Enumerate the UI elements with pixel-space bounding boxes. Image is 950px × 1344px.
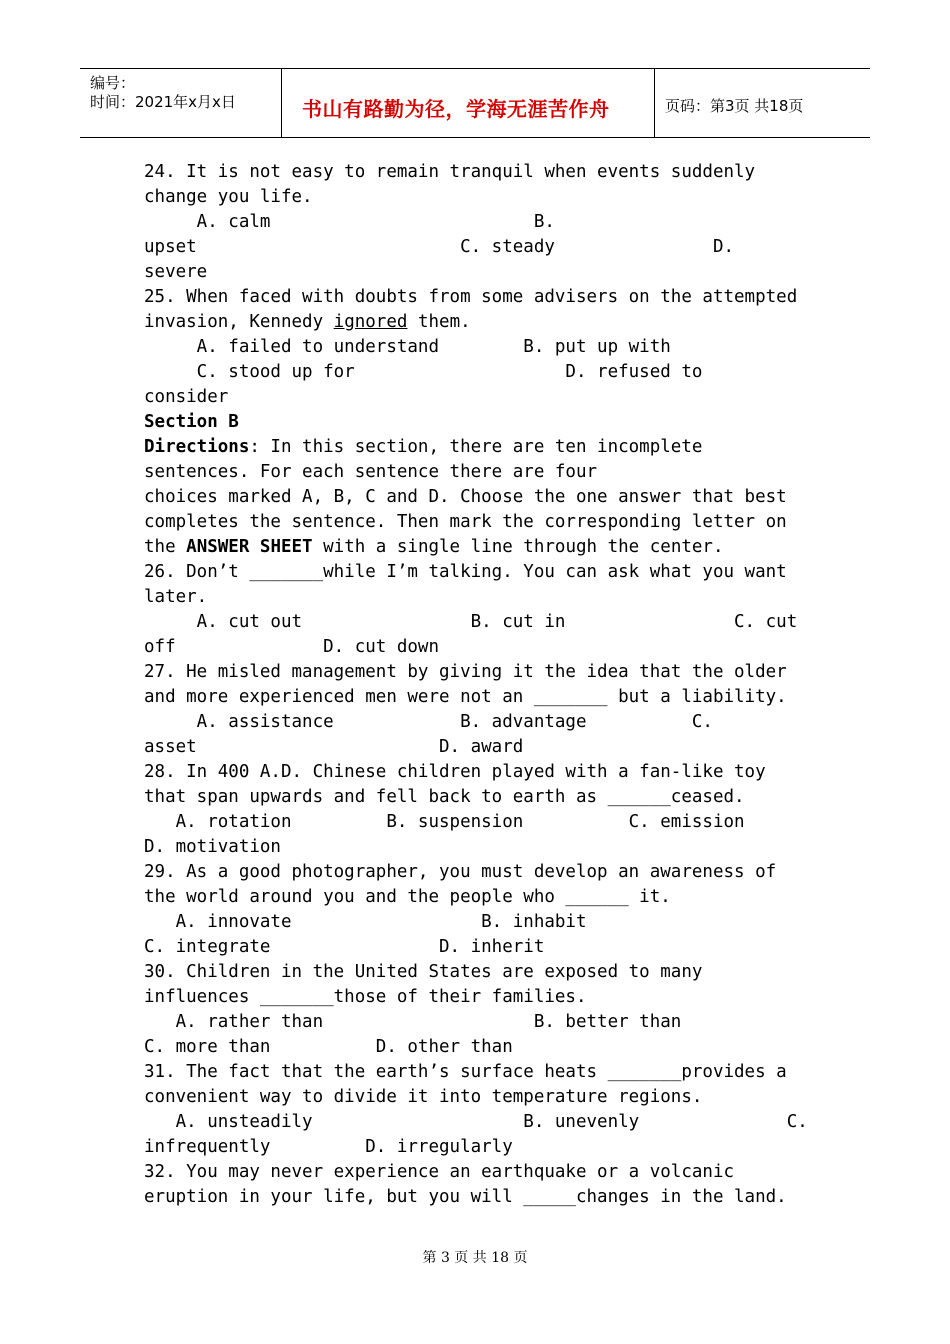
text-line: severe [144,262,208,282]
text-line: A. calm B. [144,212,555,232]
document-body [144,160,808,1210]
text-segment: invasion, Kennedy [144,312,334,332]
text-line: A. innovate B. inhabit [144,912,587,932]
text-line: 31. The fact that the earth’s surface heats _______provides a [144,1062,787,1082]
directions-label: Directions [144,437,250,457]
text-line: 30. Children in the United States are exposed to many [144,962,703,982]
text-line: 27. He misled management by giving it the idea that the older [144,662,787,682]
text-line: choices marked A, B, C and D. Choose the one answer that best [144,487,787,507]
text-line: A. assistance B. advantage C. [144,712,713,732]
text-segment: with a single line through the center. [312,537,724,557]
text-line: asset D. award [144,737,524,757]
page-footer: 第 3 页 共 18 页 [422,1250,528,1266]
page-header [80,68,870,138]
text-line: A. cut out B. cut in C. cut [144,612,798,632]
text-line [144,310,804,335]
text-line: infrequently D. irregularly [144,1137,513,1157]
text-line: sentences. For each sentence there are four [144,462,598,482]
header-left-cell [80,69,282,137]
text-line: A. rather than B. better than [144,1012,682,1032]
header-middle-cell [282,69,655,137]
text-line: influences _______those of their families. [144,987,587,1007]
text-segment: : In this section, there are ten incomplete [249,437,703,457]
text-line: consider [144,387,229,407]
motto: 书山有路勤为径，学海无涯苦作舟 [302,97,610,121]
text-line [144,535,804,560]
page-info: 页码：第3页 共18页 [665,97,804,115]
text-line: the world around you and the people who ______ it. [144,887,671,907]
text-line: 29. As a good photographer, you must develop an awareness of [144,862,777,882]
text-segment: the [144,537,187,557]
underlined-word: ignored [333,312,408,332]
header-right-cell [655,69,870,137]
text-line: C. more than D. other than [144,1037,513,1057]
text-line: and more experienced men were not an _______ but a liability. [144,687,787,707]
text-line: completes the sentence. Then mark the corresponding letter on [144,512,787,532]
text-segment: them. [407,312,471,332]
date-label: 时间：2021年x月x日 [90,93,236,111]
text-line: convenient way to divide it into temperature regions. [144,1087,703,1107]
text-line: 26. Don’t _______while I’m talking. You can ask what you want [144,562,787,582]
text-line: C. integrate D. inherit [144,937,545,957]
text-line: eruption in your life, but you will _____changes in the land. [144,1187,787,1207]
section-heading: Section B [144,412,239,432]
answer-sheet-label: ANSWER SHEET [186,537,313,557]
text-line [144,435,804,460]
text-line: A. unsteadily B. unevenly C. [144,1112,808,1132]
text-line: later. [144,587,208,607]
text-line: C. stood up for D. refused to [144,362,703,382]
text-line: that span upwards and fell back to earth as ______ceased. [144,787,745,807]
text-line: off D. cut down [144,637,440,657]
text-line: A. failed to understand B. put up with [144,337,671,357]
text-line: upset C. steady D. [144,237,735,257]
text-line: 25. When faced with doubts from some advisers on the attempted [144,287,798,307]
text-line: 32. You may never experience an earthquake or a volcanic [144,1162,735,1182]
text-line: change you life. [144,187,313,207]
text-line: A. rotation B. suspension C. emission [144,812,745,832]
number-label: 编号： [90,74,136,92]
text-line: 24. It is not easy to remain tranquil when events suddenly [144,162,756,182]
text-line: D. motivation [144,837,281,857]
text-line: 28. In 400 A.D. Chinese children played with a fan-like toy [144,762,766,782]
